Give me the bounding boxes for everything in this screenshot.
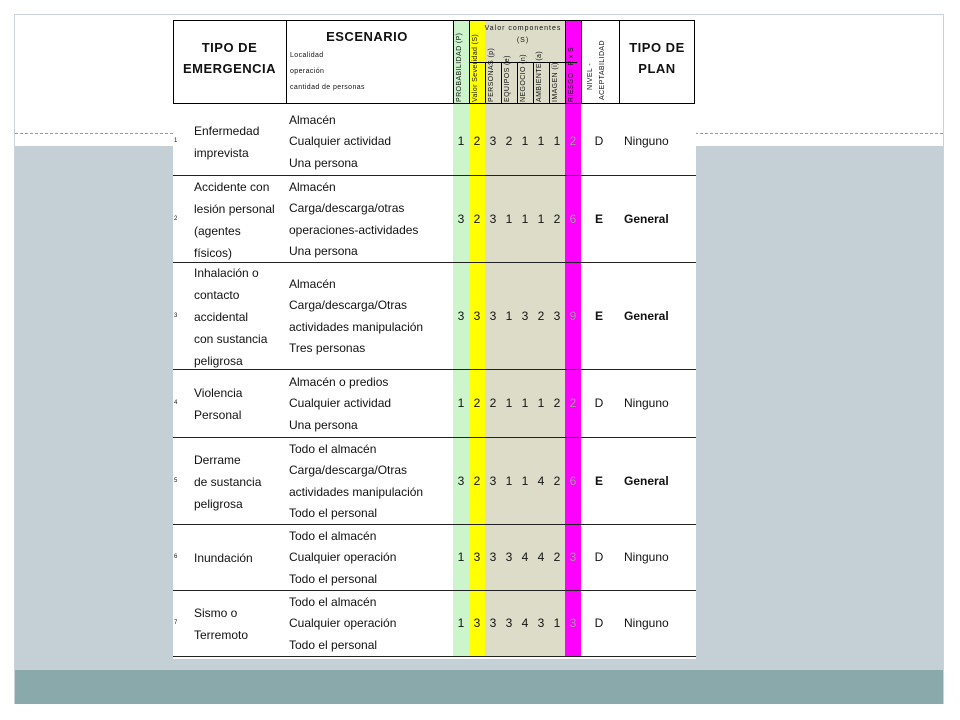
scenario-cell (289, 526, 455, 591)
row-number: 4 (174, 400, 178, 406)
scenario-line: actividades manipulación (289, 484, 424, 499)
scenario-line: Tres personas (289, 341, 366, 355)
scenario-line: Almacén (289, 112, 336, 127)
emergency-type-line: contacto (194, 287, 240, 302)
score-value: 3 (489, 134, 497, 148)
scenario-cell (289, 372, 455, 437)
emergency-type-cell (194, 547, 284, 569)
risk-value: 6 (569, 211, 577, 226)
header-equipos: EQUIPOS (e) (504, 55, 511, 102)
scenario-line: Todo el almacén (289, 528, 377, 543)
score-value: 3 (489, 211, 497, 226)
score-value: 1 (537, 134, 545, 148)
emergency-type-line: Inundación (194, 551, 253, 565)
score-value: 3 (505, 550, 513, 564)
emergency-type-line: accidental (194, 309, 249, 324)
scenario-cell (289, 110, 455, 175)
emergency-type-line: Derrame (194, 452, 241, 467)
plan-type: General (624, 473, 669, 488)
header-tipo-plan: TIPO DE PLAN (629, 40, 685, 76)
header-imagen: IMAGEN (i) (552, 62, 559, 102)
score-value: 3 (457, 211, 465, 226)
score-value: 1 (521, 396, 529, 410)
risk-value: 2 (569, 134, 577, 148)
header-negocio: NEGOCIO (n) (520, 54, 527, 102)
score-value: 1 (457, 550, 465, 564)
risk-value: 9 (569, 308, 577, 323)
acceptability-level: D (594, 616, 604, 630)
emergency-type-cell (194, 262, 284, 372)
emergency-type-cell (194, 176, 284, 264)
header-divider (533, 62, 534, 104)
scenario-line: Cualquier actividad (289, 134, 392, 149)
score-value: 3 (473, 308, 481, 323)
header-divider (549, 62, 550, 104)
scenario-line: Todo el almacén (289, 441, 377, 456)
background-band-lower (15, 670, 943, 704)
score-value: 3 (473, 616, 481, 630)
header-escenario-subs: Localidad operación cantidad de personas (290, 52, 365, 91)
row-number: 7 (174, 620, 178, 626)
plan-type: Ninguno (624, 550, 669, 564)
header-divider (517, 62, 518, 104)
score-value: 3 (473, 550, 481, 564)
emergency-type-cell (194, 449, 284, 515)
score-value: 1 (553, 134, 561, 148)
emergency-risk-table (173, 20, 696, 659)
score-value: 4 (521, 616, 529, 630)
emergency-type-line: peligrosa (194, 353, 243, 368)
scenario-cell (289, 592, 455, 657)
header-tipo-emergencia: TIPO DE EMERGENCIA (182, 40, 277, 76)
scenario-line: Todo el personal (289, 571, 378, 586)
scenario-line: Carga/descarga/Otras (289, 463, 408, 477)
score-value: 4 (537, 550, 545, 564)
score-value: 2 (553, 550, 561, 564)
table-row (173, 370, 696, 438)
plan-type: General (624, 211, 669, 226)
score-value: 1 (505, 211, 513, 226)
score-value: 1 (457, 396, 465, 410)
plan-type: Ninguno (624, 396, 669, 410)
emergency-type-line: de sustancia (194, 474, 262, 489)
score-value: 1 (521, 134, 529, 148)
score-value: 3 (489, 473, 497, 488)
scenario-cell (289, 177, 455, 263)
header-divider (581, 20, 582, 104)
score-value: 3 (489, 616, 497, 630)
header-divider (453, 20, 454, 104)
score-value: 1 (521, 211, 529, 226)
score-value: 3 (489, 308, 497, 323)
acceptability-level: D (594, 550, 604, 564)
emergency-type-line: Enfermedad (194, 124, 260, 138)
scenario-line: Todo el personal (289, 637, 378, 652)
score-value: 2 (473, 211, 481, 226)
scenario-line: Carga/descarga/otras (289, 201, 405, 215)
emergency-type-line: imprevista (194, 146, 249, 160)
score-value: 1 (505, 473, 513, 488)
score-value: 1 (553, 616, 561, 630)
acceptability-level: E (594, 473, 603, 488)
score-value: 1 (521, 473, 529, 488)
acceptability-level: D (594, 396, 604, 410)
scenario-line: Una persona (289, 155, 358, 170)
score-value: 3 (537, 616, 545, 630)
score-value: 3 (489, 550, 497, 564)
emergency-type-cell (194, 602, 284, 646)
row-number: 2 (174, 215, 178, 222)
scenario-line: actividades manipulación (289, 319, 424, 334)
table-row (173, 525, 696, 591)
header-severidad: Valor Severidad (S) (472, 33, 479, 102)
emergency-type-line: Sismo o (194, 606, 238, 620)
score-value: 1 (537, 211, 545, 226)
scenario-line: Almacén (289, 179, 336, 194)
score-value: 2 (489, 396, 497, 410)
score-value: 2 (553, 211, 561, 226)
score-value: 4 (537, 473, 545, 488)
plan-type: Ninguno (624, 616, 669, 630)
row-number: 1 (174, 138, 178, 144)
score-value: 1 (537, 396, 545, 410)
emergency-type-line: Inhalación o (194, 265, 259, 280)
header-divider (501, 62, 502, 104)
plan-type: General (624, 308, 669, 323)
acceptability-level: E (594, 308, 603, 323)
score-value: 3 (505, 616, 513, 630)
table-row (173, 108, 696, 176)
row-number: 3 (174, 312, 178, 319)
score-value: 2 (473, 134, 481, 148)
header-aceptabilidad: ACEPTABILIDAD (599, 40, 606, 100)
emergency-type-line: Terremoto (194, 628, 249, 642)
score-value: 3 (457, 308, 465, 323)
score-value: 1 (457, 134, 465, 148)
score-value: 2 (505, 134, 513, 148)
emergency-type-line: físicos) (194, 245, 233, 260)
scenario-line: Una persona (289, 417, 358, 432)
emergency-type-line: Violencia (194, 386, 243, 400)
scenario-line: Carga/descarga/Otras (289, 298, 408, 312)
header-ambiente: AMBIENTE (a) (536, 50, 543, 102)
scenario-line: Todo el almacén (289, 594, 377, 609)
score-value: 2 (553, 396, 561, 410)
acceptability-level: E (594, 211, 603, 226)
scenario-line: Cualquier operación (289, 616, 397, 631)
row-divider (173, 656, 696, 657)
header-nivel: NIVEL - (587, 62, 594, 90)
scenario-line: Cualquier actividad (289, 396, 392, 411)
score-value: 3 (521, 308, 529, 323)
score-value: 3 (457, 473, 465, 488)
scenario-cell (289, 439, 455, 525)
score-value: 1 (505, 396, 513, 410)
risk-value: 6 (569, 473, 577, 488)
score-value: 4 (521, 550, 529, 564)
scenario-line: operaciones-actividades (289, 222, 419, 237)
emergency-type-line: peligrosa (194, 496, 243, 511)
table-row (173, 438, 696, 525)
score-value: 2 (473, 396, 481, 410)
score-value: 2 (537, 308, 545, 323)
emergency-type-line: Personal (194, 408, 242, 422)
scenario-cell (289, 274, 455, 360)
row-number: 6 (174, 554, 178, 560)
emergency-type-line: con sustancia (194, 331, 268, 346)
acceptability-level: D (594, 134, 604, 148)
score-value: 2 (553, 473, 561, 488)
header-divider (485, 62, 486, 104)
scenario-line: Cualquier operación (289, 550, 397, 565)
table-row (173, 591, 696, 657)
scenario-line: Almacén o predios (289, 374, 389, 389)
score-value: 1 (457, 616, 465, 630)
header-riesgo: RIESGO= P x S (568, 46, 575, 102)
scenario-line: Almacén (289, 276, 336, 291)
row-number: 5 (174, 477, 178, 484)
emergency-type-line: lesión personal (194, 201, 275, 216)
header-personas: PERSONAS (p) (488, 47, 495, 102)
score-value: 1 (505, 308, 513, 323)
risk-value: 2 (569, 396, 577, 410)
header-valor-componentes: Valor componentes (S) (484, 25, 562, 44)
table-row (173, 263, 696, 370)
emergency-type-line: Accidente con (194, 179, 270, 194)
header-divider (286, 20, 287, 104)
emergency-type-cell (194, 382, 284, 426)
emergency-type-cell (194, 120, 284, 164)
score-value: 3 (553, 308, 561, 323)
emergency-type-line: (agentes (194, 223, 241, 238)
plan-type: Ninguno (624, 134, 669, 148)
table-row (173, 176, 696, 263)
header-escenario-title: ESCENARIO (326, 29, 408, 44)
score-value: 2 (473, 473, 481, 488)
scenario-line: Todo el personal (289, 506, 378, 520)
risk-value: 3 (569, 616, 577, 630)
header-probabilidad: PROBABILIDAD (P) (456, 32, 463, 102)
risk-value: 3 (569, 550, 577, 564)
scenario-line: Una persona (289, 244, 358, 258)
